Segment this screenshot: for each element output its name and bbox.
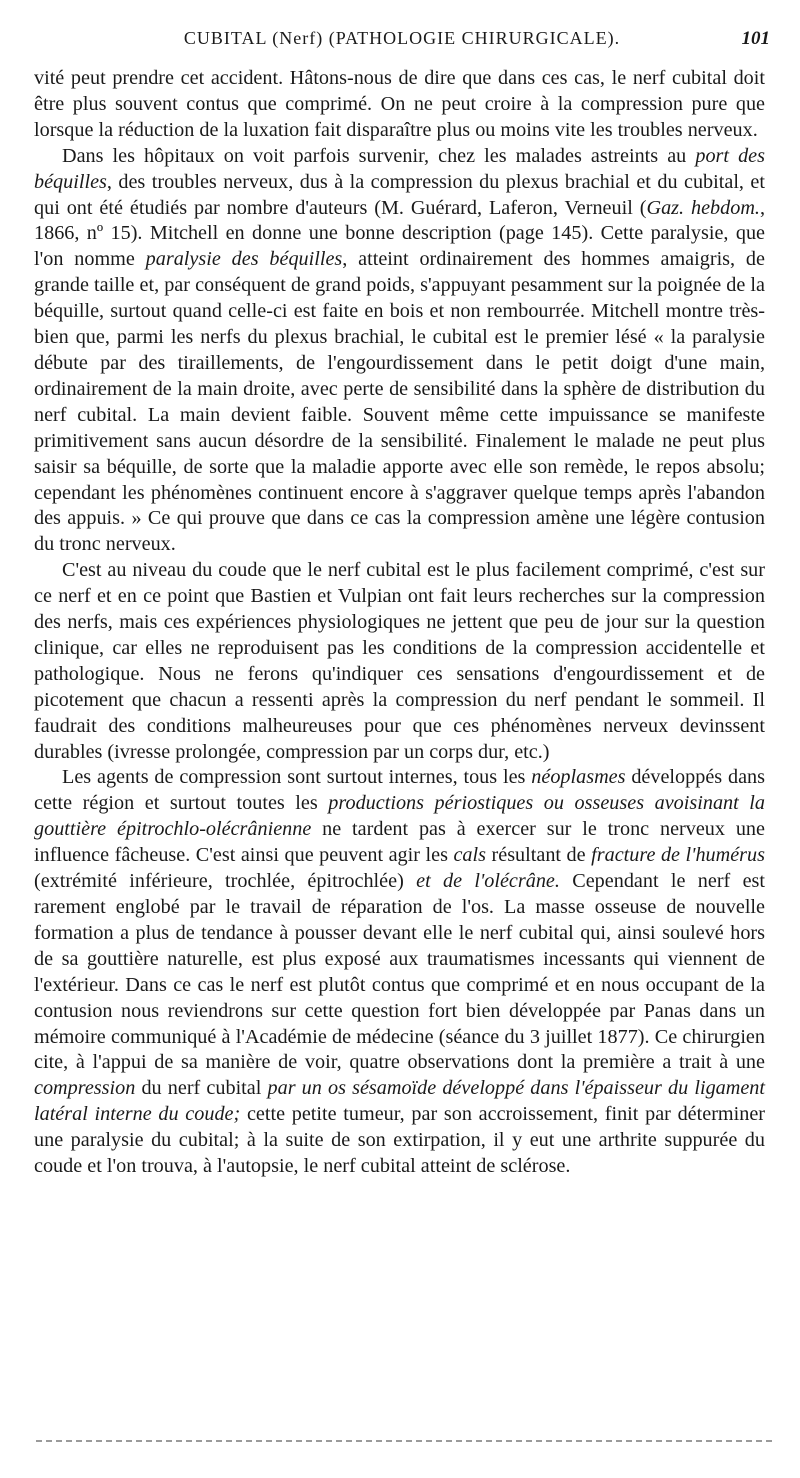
footer-rule [36,1440,772,1442]
paragraph-p4 [34,765,765,1180]
italic-run: et de l'olécrâne. [416,870,560,893]
italic-run: cals [453,844,486,867]
italic-run: néoplasmes [531,766,626,789]
page-number: 101 [741,28,770,49]
paragraph-p3 [34,558,765,765]
italic-run: paralysie des béquilles [145,248,343,271]
text-run: ne tardent pas à exercer sur le tronc nerveux une influence fâcheuse. C'est ainsi que peuvent agir les [34,818,765,867]
text-run: du nerf cubital [135,1077,268,1100]
body-text [34,66,765,1180]
page-header [34,28,770,60]
italic-run: Gaz. hebdom. [646,196,760,219]
text-run: , des troubles nerveux, dus à la compression du plexus brachial et du cubital, et qui ont été étudiés par nombre d'auteurs (M. Guérard, Laferon, Verneuil ( [34,170,765,219]
italic-run: productions périostiques ou osseuses avoisinant la gouttière épitrochlo-olécrânienne [34,792,765,841]
text-run: développés dans cette région et surtout toutes les [34,766,765,815]
text-run: , 1866, nº 15). Mitchell en donne une bonne description (page 145). Cette paralysie, que l'on nomme [34,196,765,271]
italic-run: compression [34,1077,136,1100]
paragraph-p1 [34,66,765,144]
text-run: C'est au niveau du coude que le nerf cubital est le plus facilement comprimé, c'est sur ce nerf et en ce point que Bastien et Vulpian ont fait leurs recherches sur la compression des nerfs, mais ces expériences physiologiques ne jettent que peu de jour sur la question clinique, car elles ne reproduisent pas les conditions de la compression accidentelle et pathologique. Nous ne ferons qu'indiquer ces sensations d'engourdissement et de picotement que chacun a ressenti après la compression du nerf pendant le sommeil. Il faudrait des conditions malheureuses pour que ces phénomènes nerveux devinssent durables (ivresse prolongée, compression par un corps dur, etc.) [34,559,765,763]
text-run: , atteint ordinairement des hommes amaigris, de grande taille et, par conséquent de grand poids, s'appuyant pesamment sur la poignée de la béquille, surtout quand celle-ci est faite en bois et non rembourrée. Mitchell montre très-bien que, parmi les nerfs du plexus brachial, le cubital est le premier lésé « la paralysie débute par des tiraillements, de l'engourdissement dans le petit doigt d'une main, ordinairement de la main droite, avec perte de sensibilité dans la sphère de distribution du nerf cubital. La main devient faible. Souvent même cette impuissance se manifeste primitivement sans aucun désordre de la sensibilité. Finalement le malade ne peut plus saisir sa béquille, de sorte que la maladie apporte avec elle son remède, le repos absolu; cependant les phénomènes continuent encore à s'aggraver quelque temps après l'abandon des appuis. » Ce qui prouve que dans ce cas la compression amène une légère contusion du tronc nerveux. [34,248,765,556]
italic-run: par un os sésamoïde développé dans l'épaisseur du ligament latéral interne du coude; [34,1077,765,1126]
text-run: (extrémité inférieure, trochlée, épitrochlée) [34,870,417,893]
paragraph-p2 [34,144,765,559]
text-run: vité peut prendre cet accident. Hâtons-nous de dire que dans ces cas, le nerf cubital doit être plus souvent contus que comprimé. On ne peut croire à la compression pure que lorsque la réduction de la luxation fait disparaître plus ou moins vite les troubles nerveux. [34,67,765,141]
text-run: cette petite tumeur, par son accroissement, finit par déterminer une paralysie du cubital; à la suite de son extirpation, il y eut une arthrite suppurée du coude et l'on trouva, à l'autopsie, le nerf cubital atteint de sclérose. [34,1103,766,1178]
italic-run: port des béquilles [34,144,765,193]
text-run: Dans les hôpitaux on voit parfois survenir, chez les malades astreints au [62,144,696,167]
text-run: résultant de [486,844,592,867]
text-run: Cependant le nerf est rarement englobé par le travail de réparation de l'os. La masse osseuse de nouvelle formation a plus de tendance à pousser devant elle le nerf cubital qui, ainsi soulevé hors de sa gouttière naturelle, est plus exposé aux traumatismes incessants qui viennent de l'extérieur. Dans ce cas le nerf est plutôt contus que comprimé et en nous occupant de la contusion nous reviendrons sur cette question fort bien développée par Panas dans un mémoire communiqué à l'Académie de médecine (séance du 3 juillet 1877). Ce chirurgien cite, à l'appui de sa manière de voir, quatre observations dont la première a trait à une [34,870,765,1074]
running-title: CUBITAL (Nerf) (PATHOLOGIE CHIRURGICALE). [183,28,621,48]
text-run: Les agents de compression sont surtout internes, tous les [62,766,532,789]
italic-run: fracture de l'humérus [591,844,765,867]
